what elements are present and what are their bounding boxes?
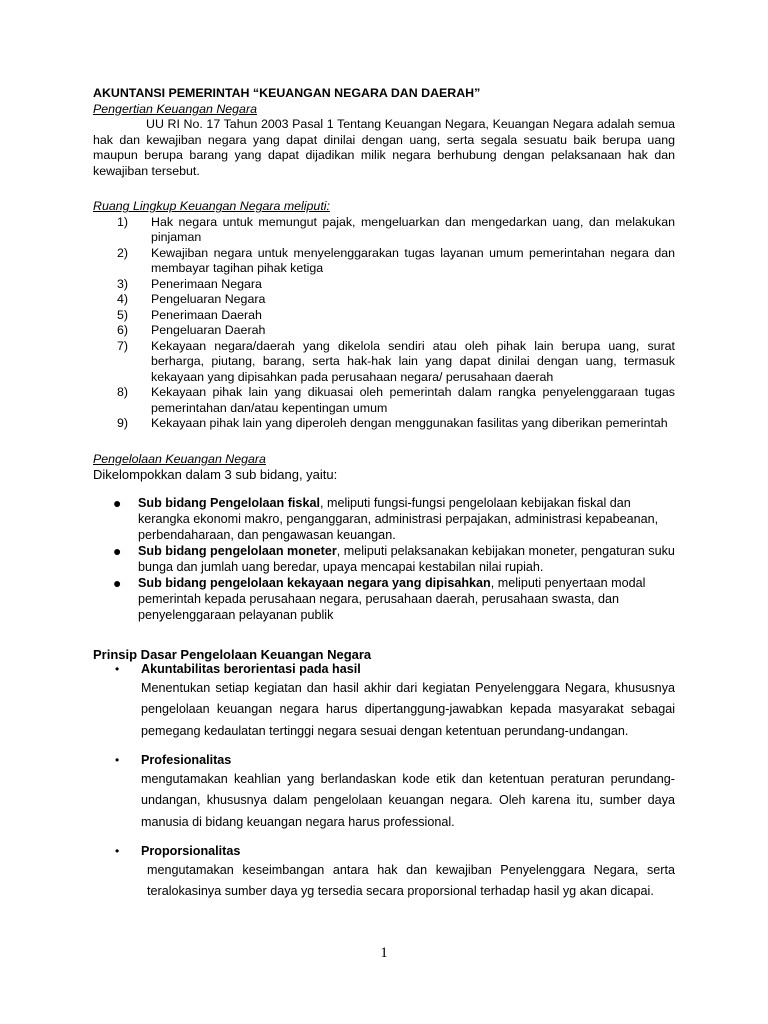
principle-title: Proporsionalitas	[141, 844, 241, 858]
bullet-icon: ●	[113, 574, 122, 591]
principle-item	[93, 844, 675, 903]
list-item	[93, 385, 675, 416]
section-heading-ruang-lingkup: Ruang Lingkup Keuangan Negara meliputi:	[93, 199, 330, 213]
bullet-icon: ●	[113, 542, 122, 559]
principle-text: mengutamakan keahlian yang berlandaskan kode etik dan ketentuan peraturan perundang-undangan, khususnya dalam pengelolaan keuangan negara. Oleh karena itu, sumber daya manusia di bidang keuangan negara harus professional.	[141, 771, 675, 829]
list-item-text: Pengeluaran Daerah	[151, 323, 266, 337]
principle-title: Profesionalitas	[141, 753, 232, 767]
list-item	[93, 323, 675, 339]
list-item	[93, 543, 675, 575]
list-number: 5)	[117, 307, 129, 322]
principle-title: Akuntabilitas berorientasi pada hasil	[141, 662, 361, 676]
list-number: 4)	[117, 292, 129, 306]
list-number: 3)	[117, 276, 129, 291]
list-number: 1)	[117, 214, 129, 229]
section-heading-pengelolaan: Pengelolaan Keuangan Negara	[93, 451, 266, 466]
list-item	[93, 495, 675, 543]
principle-text: mengutamakan keseimbangan antara hak dan kewajiban Penyelenggara Negara, serta teralokasinya sumber daya yg tersedia secara proporsional terhadap hasil yg akan dicapai.	[147, 862, 675, 898]
section-heading-prinsip: Prinsip Dasar Pengelolaan Keuangan Negara	[93, 646, 372, 662]
principle-item	[93, 662, 675, 742]
page-content	[93, 86, 675, 903]
section-heading-pengertian: Pengertian Keuangan Negara	[93, 101, 257, 116]
list-item	[93, 246, 675, 277]
bullet-icon: •	[115, 662, 120, 676]
list-number: 2)	[117, 245, 129, 260]
list-item-bold: Sub bidang pengelolaan moneter	[138, 543, 337, 558]
list-item	[93, 308, 675, 324]
list-item-text: Penerimaan Daerah	[151, 307, 262, 322]
list-item-bold: Sub bidang pengelolaan kekayaan negara yang dipisahkan	[138, 575, 491, 590]
list-item	[93, 416, 675, 432]
list-item-text: , meliputi penyertaan modal pemerintah kepada perusahaan negara, perusahaan daerah, perusahaan swasta, dan penyelenggaraan pelayanan publik	[138, 575, 646, 622]
scope-list	[93, 215, 675, 432]
list-item	[93, 292, 675, 308]
bullet-icon: ●	[113, 494, 122, 511]
list-number: 6)	[117, 323, 129, 337]
list-item-text: Kekayaan pihak lain yang diperoleh dengan menggunakan fasilitas yang diberikan pemerintah	[151, 416, 668, 430]
list-item	[93, 575, 675, 623]
list-item-text: Pengeluaran Negara	[151, 292, 266, 306]
list-item-text: Hak negara untuk memungut pajak, mengeluarkan dan mengedarkan uang, dan melakukan pinjaman	[151, 214, 675, 244]
list-number: 8)	[117, 385, 129, 399]
list-item-text: Kekayaan pihak lain yang dikuasai oleh pemerintah dalam rangka penyelenggaraan tugas pemerintahan dan/atau kepentingan umum	[151, 385, 675, 415]
list-item	[93, 215, 675, 246]
bullet-icon: •	[115, 753, 120, 767]
list-number: 9)	[117, 416, 129, 430]
bullet-icon: •	[115, 844, 120, 858]
list-item-text: Penerimaan Negara	[151, 276, 262, 291]
list-item-text: , meliputi fungsi-fungsi pengelolaan kebijakan fiskal dan kerangka ekonomi makro, penganggaran, administrasi perpajakan, administrasi kepabeanan, perbendaharaan, dan pengawasan keuangan.	[138, 495, 659, 542]
principle-text: Menentukan setiap kegiatan dan hasil akhir dari kegiatan Penyelenggara Negara, khususnya pengelolaan keuangan negara harus dipertanggung-jawabkan kepada masyarakat sebagai pemegang kedaulatan tertinggi negara sesuai dengan ketentuan perundang-undangan.	[141, 680, 675, 738]
principle-item	[93, 753, 675, 833]
list-number: 7)	[117, 338, 129, 353]
sub-field-list	[93, 495, 675, 623]
list-item-bold: Sub bidang Pengelolaan fiskal	[138, 495, 320, 510]
list-item	[93, 277, 675, 293]
document-title: AKUNTANSI PEMERINTAH “KEUANGAN NEGARA DAN DAERAH”	[93, 86, 481, 100]
list-item-text: Kekayaan negara/daerah yang dikelola sendiri atau oleh pihak lain berupa uang, surat berharga, piutang, barang, serta hak-hak lain yang dapat dinilai dengan uang, termasuk kekayaan yang dipisahkan pada perusahaan negara/ perusahaan daerah	[151, 338, 675, 384]
page-number: 1	[380, 945, 388, 961]
definition-paragraph: UU RI No. 17 Tahun 2003 Pasal 1 Tentang Keuangan Negara, Keuangan Negara adalah semua hak dan kewajiban negara yang dapat dinilai dengan uang, serta segala sesuatu baik berupa uang maupun berupa barang yang dapat dijadikan milik negara berhubung dengan pelaksanaan hak dan kewajiban tersebut.	[93, 117, 675, 178]
list-item	[93, 339, 675, 386]
list-item-text: , meliputi pelaksanakan kebijakan moneter, pengaturan suku bunga dan jumlah uang beredar, upaya mencapai kestabilan nilai rupiah.	[138, 543, 675, 574]
list-item-text: Kewajiban negara untuk menyelenggarakan tugas layanan umum pemerintahan negara dan membayar tagihan pihak ketiga	[151, 245, 675, 275]
section-lead-text: Dikelompokkan dalam 3 sub bidang, yaitu:	[93, 467, 338, 482]
